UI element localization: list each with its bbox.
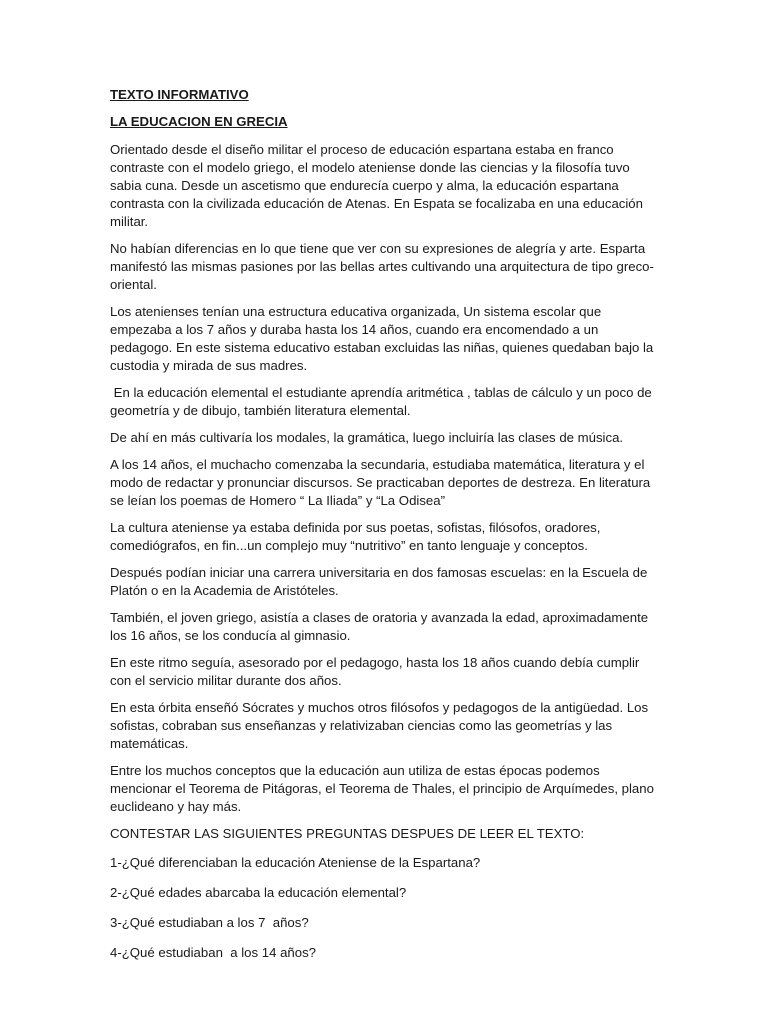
paragraph: En este ritmo seguía, asesorado por el pedagogo, hasta los 18 años cuando debía cumplir con el servicio militar durante dos años. [110,655,640,688]
paragraph: En esta órbita enseñó Sócrates y muchos otros filósofos y pedagogos de la antigüedad. Los sofistas, cobraban sus enseñanzas y relativizaban ciencias como las geometrías y las matemáticas. [110,700,649,751]
paragraph: A los 14 años, el muchacho comenzaba la secundaria, estudiaba matemática, literatura y el modo de redactar y pronunciar discursos. Se practicaban deportes de destreza. En literatura se leían los poemas de Homero “ La Iliada” y “La Odisea” [110,457,651,508]
question-item: 2-¿Qué edades abarcaba la educación elemental? [110,885,407,900]
question-item: 3-¿Qué estudiaban a los 7 años? [110,915,309,930]
question-item: 4-¿Qué estudiaban a los 14 años? [110,945,317,960]
paragraph: La cultura ateniense ya estaba definida por sus poetas, sofistas, filósofos, oradores, comediógrafos, en fin...un complejo muy “nutritivo” en tanto lenguaje y conceptos. [110,520,601,553]
paragraph: No habían diferencias en lo que tiene que ver con su expresiones de alegría y arte. Esparta manifestó las mismas pasiones por las bellas artes cultivando una arquitectura de tipo greco-oriental. [110,241,654,292]
document-page [110,86,658,974]
paragraph: De ahí en más cultivaría los modales, la gramática, luego incluiría las clases de música. [110,430,624,445]
paragraph: Entre los muchos conceptos que la educación aun utiliza de estas épocas podemos mencionar el Teorema de Pitágoras, el Teorema de Thales, el principio de Arquímedes, plano euclideano y hay más. [110,763,654,814]
paragraph: En la educación elemental el estudiante aprendía aritmética , tablas de cálculo y un poco de geometría y de dibujo, también literatura elemental. [110,385,656,418]
paragraph: Después podían iniciar una carrera universitaria en dos famosas escuelas: en la Escuela de Platón o en la Academia de Aristóteles. [110,565,648,598]
paragraph: Orientado desde el diseño militar el proceso de educación espartana estaba en franco contraste con el modelo griego, el modelo ateniense donde las ciencias y la filosofía tuvo sabia cuna. Desde un ascetismo que endurecía cuerpo y alma, la educación espartana contrasta con la civilizada educación de Atenas. En Espata se focalizaba en una educación militar. [110,142,643,229]
document-title: TEXTO INFORMATIVO [110,87,249,102]
paragraph: Los atenienses tenían una estructura educativa organizada, Un sistema escolar que empezaba a los 7 años y duraba hasta los 14 años, cuando era encomendado a un pedagogo. En este sistema educativo estaban excluidas las niñas, quienes quedaban bajo la custodia y mirada de sus madres. [110,304,654,373]
document-subtitle: LA EDUCACION EN GRECIA [110,114,288,129]
questions-instruction: CONTESTAR LAS SIGUIENTES PREGUNTAS DESPUES DE LEER EL TEXTO: [110,826,585,841]
question-item: 1-¿Qué diferenciaban la educación Ateniense de la Espartana? [110,855,481,870]
paragraph: También, el joven griego, asistía a clases de oratoria y avanzada la edad, aproximadamente los 16 años, se los conducía al gimnasio. [110,610,649,643]
